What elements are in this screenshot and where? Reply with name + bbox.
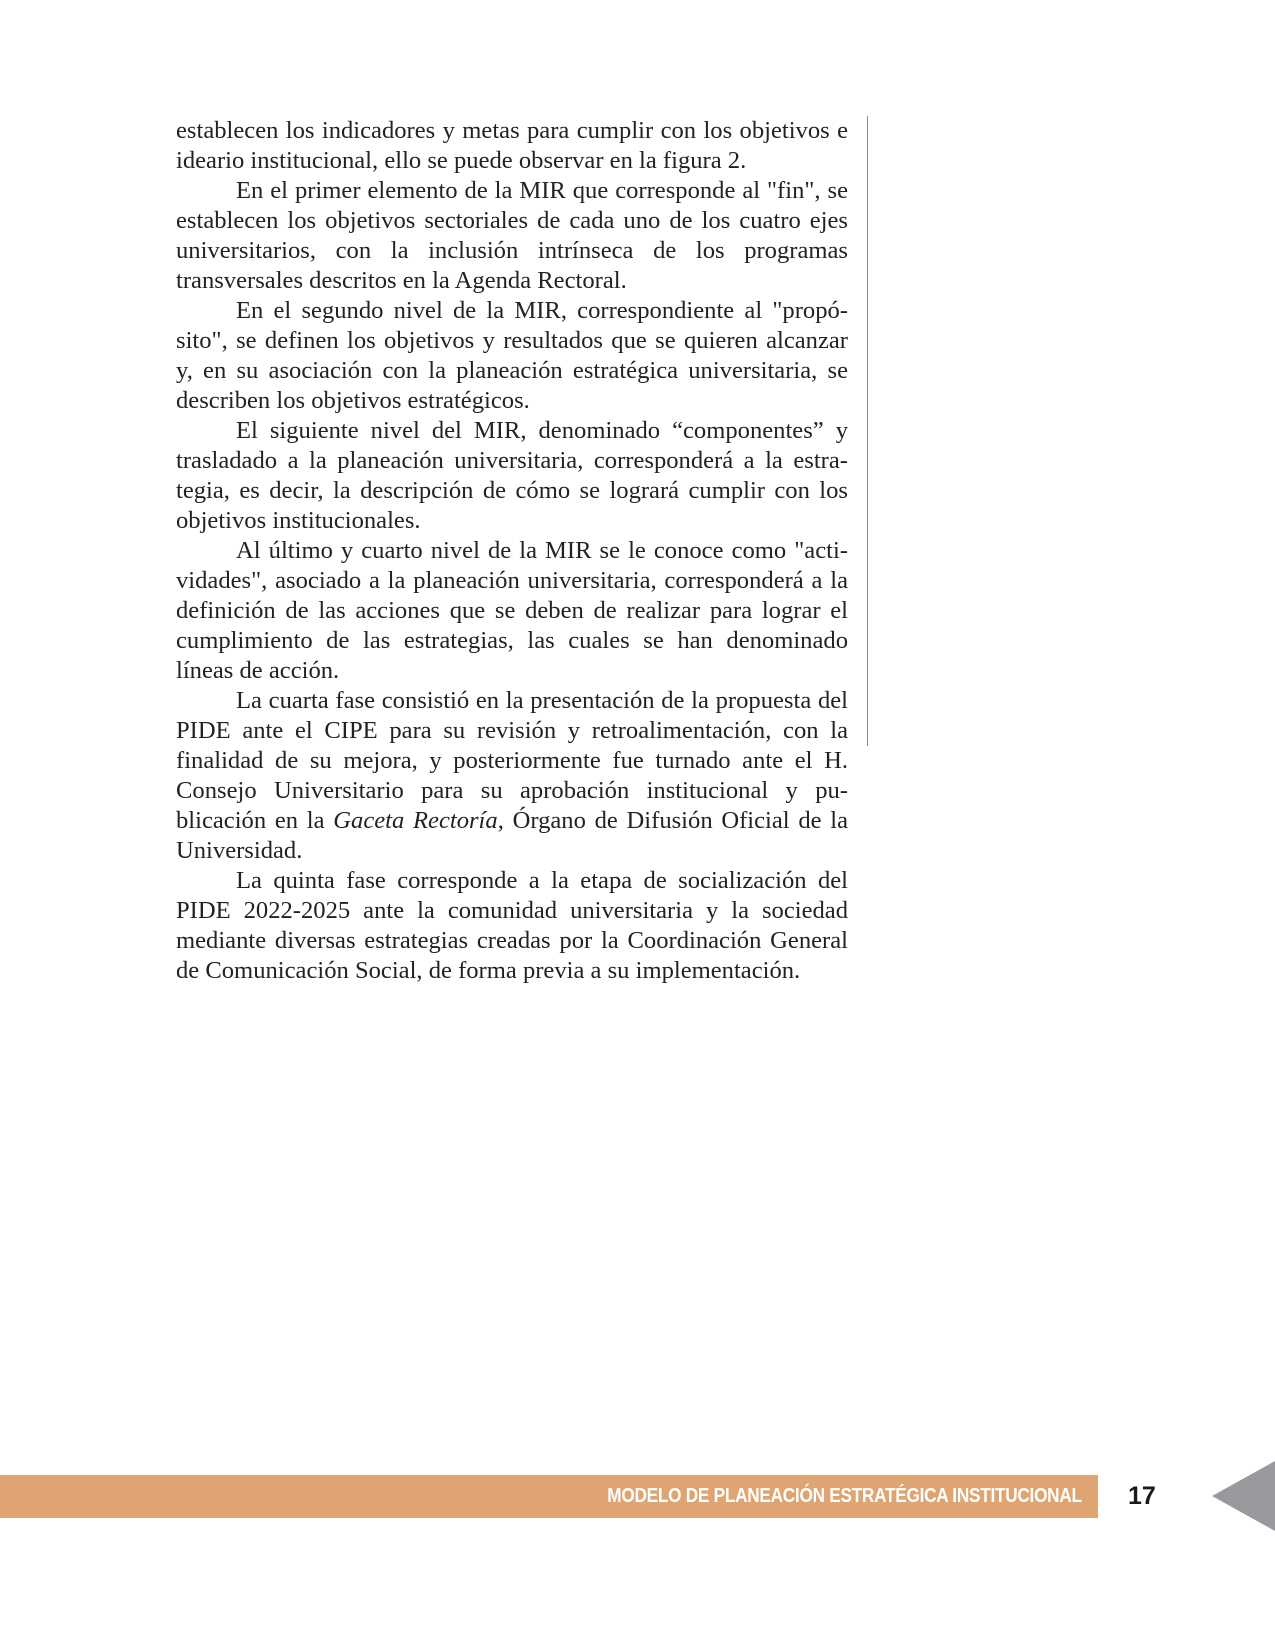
footer-title: MODELO DE PLANEACIÓN ESTRATÉGICA INSTITUCIONAL: [607, 1485, 1082, 1507]
paragraph-quinta-fase: La quinta fase corresponde a la etapa de socialización del PIDE 2022-2025 ante la comunidad universitaria y la sociedad mediante diversas estrategias creadas por la Coordinación General de Comunicación Social, de forma previa a su implementación.: [176, 867, 848, 984]
margin-rule: [867, 116, 868, 746]
page-marker-triangle-icon: [1212, 1461, 1275, 1531]
footer-band: [0, 1475, 1098, 1518]
paragraph-mir-actividades: Al último y cuarto nivel de la MIR se le conoce como "actividades", asociado a la planeación universitaria, corresponderá a la definición de las acciones que se deben de realizar para lograr el cumplimiento de las estrategias, las cuales se han denominado líneas de acción.: [176, 537, 848, 684]
paragraph-cuarta-fase-end: , Órgano de Difusión Oficial de la Universidad.: [176, 807, 849, 864]
paragraph-mir-proposito: En el segundo nivel de la MIR, correspondiente al "propósito", se definen los objetivos y resultados que se quieren alcanzar y, en su asociación con la planeación estratégica universitaria, se describen los objetivos estratégicos.: [176, 297, 848, 414]
paragraph-cuarta-fase-text: La cuarta fase consistió en la presentación de la propuesta del PIDE ante el CIPE para su revisión y retroalimentación, con la finalidad de su mejora, y posteriormente fue turnado ante el H. Consejo Universitario para su aprobación institucional y publicación en la: [176, 687, 848, 834]
paragraph-continuation: establecen los indicadores y metas para cumplir con los objetivos e ideario institucional, ello se puede observar en la figura 2.: [176, 117, 848, 174]
body-text-column: [176, 116, 848, 986]
page-number: 17: [1128, 1482, 1156, 1510]
paragraph-mir-fin: En el primer elemento de la MIR que corresponde al "fin", se establecen los objetivos sectoriales de cada uno de los cuatro ejes universitarios, con la inclusión intrínseca de los programas transversales descritos en la Agenda Rectoral.: [176, 177, 848, 294]
paragraph-cuarta-fase: [176, 686, 848, 866]
paragraph-mir-componentes: El siguiente nivel del MIR, denominado “componentes” y trasladado a la planeación universitaria, corresponderá a la estrategia, es decir, la descripción de cómo se logrará cumplir con los objetivos institucionales.: [176, 417, 848, 534]
gaceta-rectoria-title: Gaceta Rectoría: [333, 807, 498, 834]
